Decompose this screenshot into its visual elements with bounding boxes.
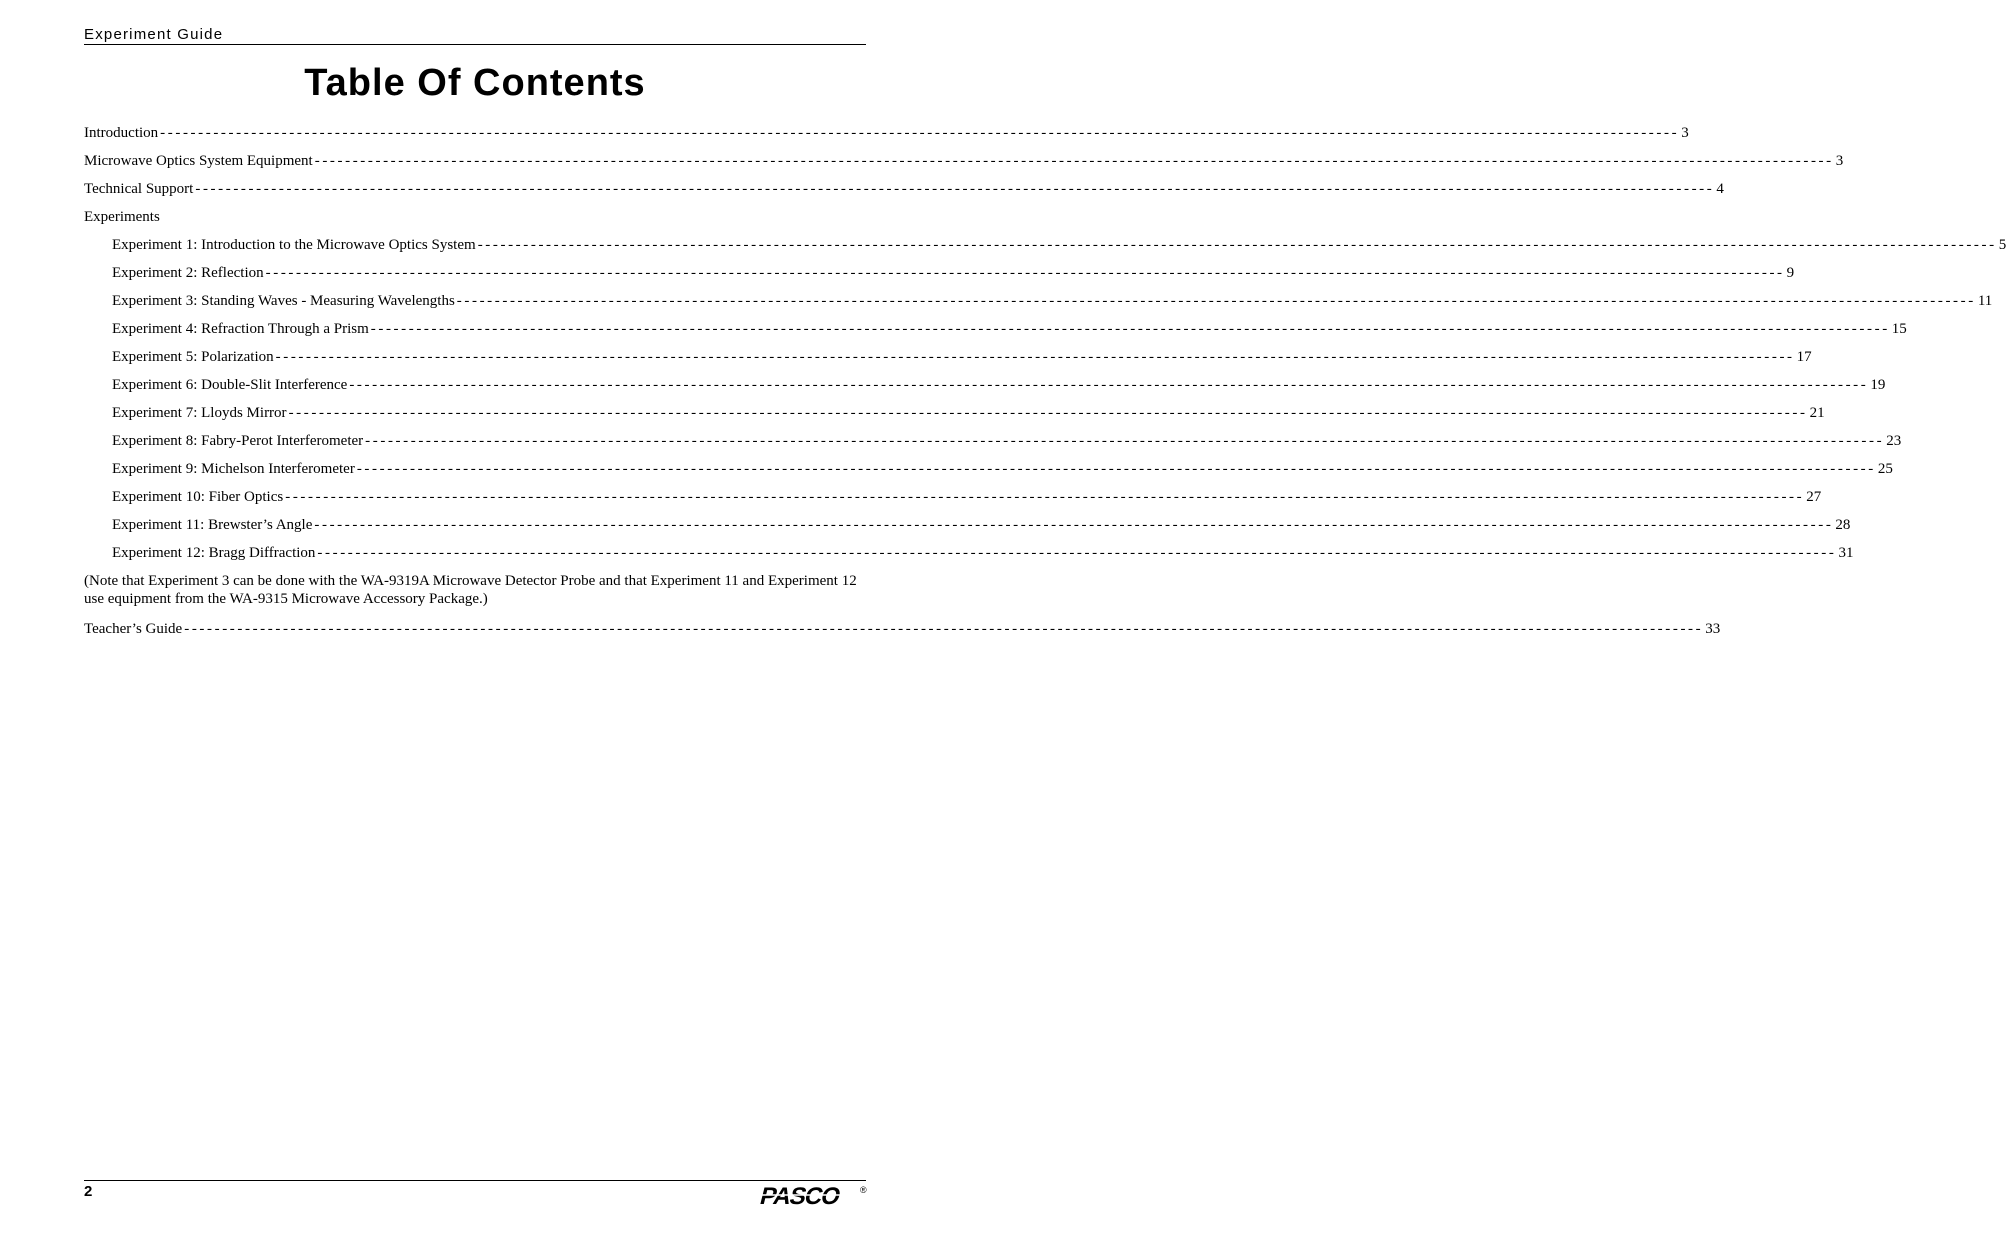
- toc-entry-label: Microwave Optics System Equipment: [84, 153, 313, 169]
- toc-entry-page: 3: [1835, 153, 1844, 169]
- toc-entry-label: Experiment 3: Standing Waves - Measuring Wavelengths: [112, 293, 455, 309]
- table-of-contents: [84, 122, 2006, 646]
- document-page: [84, 0, 2006, 1235]
- dot-leader: --------------------------------------------------------------------------------------------------------------------------------------------------------------------------------------------------------: [160, 125, 1680, 141]
- toc-entry-experiment-3[interactable]: [84, 290, 1993, 318]
- dot-leader: --------------------------------------------------------------------------------------------------------------------------------------------------------------------------------------------------------: [314, 153, 1834, 169]
- toc-entry-page: 3: [1681, 125, 1689, 141]
- dot-leader: --------------------------------------------------------------------------------------------------------------------------------------------------------------------------------------------------------: [349, 377, 1869, 393]
- dot-leader: --------------------------------------------------------------------------------------------------------------------------------------------------------------------------------------------------------: [195, 181, 1715, 197]
- dot-leader: --------------------------------------------------------------------------------------------------------------------------------------------------------------------------------------------------------: [317, 545, 1837, 561]
- dot-leader: --------------------------------------------------------------------------------------------------------------------------------------------------------------------------------------------------------: [275, 349, 1795, 365]
- toc-entry-label: Experiment 6: Double-Slit Interference: [112, 377, 348, 393]
- toc-entry-experiment-2[interactable]: [84, 262, 1795, 290]
- registered-mark: ®: [860, 1185, 867, 1195]
- dot-leader: --------------------------------------------------------------------------------------------------------------------------------------------------------------------------------------------------------: [477, 237, 1997, 253]
- dot-leader: --------------------------------------------------------------------------------------------------------------------------------------------------------------------------------------------------------: [365, 433, 1885, 449]
- toc-entry-label: Experiment 11: Brewster’s Angle: [112, 517, 313, 533]
- toc-entry-label: Technical Support: [84, 181, 194, 197]
- dot-leader: --------------------------------------------------------------------------------------------------------------------------------------------------------------------------------------------------------: [314, 517, 1834, 533]
- toc-entry-label: Introduction: [84, 125, 159, 141]
- toc-note: (Note that Experiment 3 can be done with the WA-9319A Microwave Detector Probe and that Experiment 11 and Experiment 12 use equipment from the WA-9315 Microwave Accessory Package.): [84, 573, 857, 607]
- toc-entry-page: 25: [1877, 461, 1893, 477]
- toc-entry-label: Experiment 5: Polarization: [112, 349, 274, 365]
- toc-entry-label: Experiment 7: Lloyds Mirror: [112, 405, 287, 421]
- toc-entry-label: Experiment 4: Refraction Through a Prism: [112, 321, 369, 337]
- dot-leader: --------------------------------------------------------------------------------------------------------------------------------------------------------------------------------------------------------: [456, 293, 1976, 309]
- page-title: Table Of Contents: [304, 62, 646, 104]
- toc-entry-page: 21: [1809, 405, 1825, 421]
- toc-entry-equipment[interactable]: [84, 150, 1844, 178]
- toc-entry-teachers-guide[interactable]: [84, 618, 1721, 646]
- toc-entry-page: 23: [1886, 433, 1902, 449]
- toc-entry-label: Experiment 10: Fiber Optics: [112, 489, 284, 505]
- toc-entry-label: Experiment 12: Bragg Diffraction: [112, 545, 316, 561]
- toc-entry-introduction[interactable]: [84, 122, 1689, 150]
- toc-entry-technical-support[interactable]: [84, 178, 1724, 206]
- dot-leader: --------------------------------------------------------------------------------------------------------------------------------------------------------------------------------------------------------: [370, 321, 1890, 337]
- dot-leader: --------------------------------------------------------------------------------------------------------------------------------------------------------------------------------------------------------: [285, 489, 1805, 505]
- running-header: Experiment Guide: [84, 26, 224, 43]
- toc-entry-page: 31: [1838, 545, 1854, 561]
- dot-leader: --------------------------------------------------------------------------------------------------------------------------------------------------------------------------------------------------------: [265, 265, 1785, 281]
- toc-entry-label: Experiment 8: Fabry-Perot Interferometer: [112, 433, 364, 449]
- dot-leader: --------------------------------------------------------------------------------------------------------------------------------------------------------------------------------------------------------: [184, 621, 1704, 637]
- toc-entry-experiment-11[interactable]: [84, 514, 1851, 542]
- toc-entry-label: Experiment 2: Reflection: [112, 265, 264, 281]
- toc-entry-page: 5: [1998, 237, 2006, 253]
- toc-entry-experiment-4[interactable]: [84, 318, 1907, 346]
- header-rule: [84, 44, 866, 45]
- toc-entry-page: 17: [1796, 349, 1812, 365]
- toc-entry-experiment-1[interactable]: [84, 234, 2006, 262]
- pasco-logo: [756, 1183, 868, 1209]
- toc-entry-page: 9: [1786, 265, 1795, 281]
- toc-entry-experiment-7[interactable]: [84, 402, 1825, 430]
- dot-leader: --------------------------------------------------------------------------------------------------------------------------------------------------------------------------------------------------------: [356, 461, 1876, 477]
- toc-entry-experiment-9[interactable]: [84, 458, 1893, 486]
- footer-page-number: 2: [84, 1183, 93, 1200]
- toc-entry-page: 15: [1891, 321, 1907, 337]
- toc-entry-page: 28: [1835, 517, 1851, 533]
- toc-entry-label: Experiment 9: Michelson Interferometer: [112, 461, 355, 477]
- footer-rule: [84, 1180, 866, 1181]
- toc-entry-experiment-5[interactable]: [84, 346, 1812, 374]
- toc-entry-page: 33: [1705, 621, 1721, 637]
- toc-entry-page: 4: [1716, 181, 1724, 197]
- toc-entry-page: 19: [1870, 377, 1886, 393]
- toc-entry-page: 27: [1806, 489, 1822, 505]
- toc-entry-experiment-8[interactable]: [84, 430, 1902, 458]
- toc-section-experiments: Experiments: [84, 209, 160, 225]
- toc-entry-experiment-12[interactable]: [84, 542, 1854, 570]
- toc-entry-page: 11: [1977, 293, 1993, 309]
- toc-entry-experiment-10[interactable]: [84, 486, 1822, 514]
- dot-leader: --------------------------------------------------------------------------------------------------------------------------------------------------------------------------------------------------------: [288, 405, 1808, 421]
- pasco-logo-wordmark: PASCO: [757, 1183, 843, 1210]
- toc-entry-label: Teacher’s Guide: [84, 621, 183, 637]
- toc-entry-experiment-6[interactable]: [84, 374, 1886, 402]
- toc-entry-label: Experiment 1: Introduction to the Microwave Optics System: [112, 237, 476, 253]
